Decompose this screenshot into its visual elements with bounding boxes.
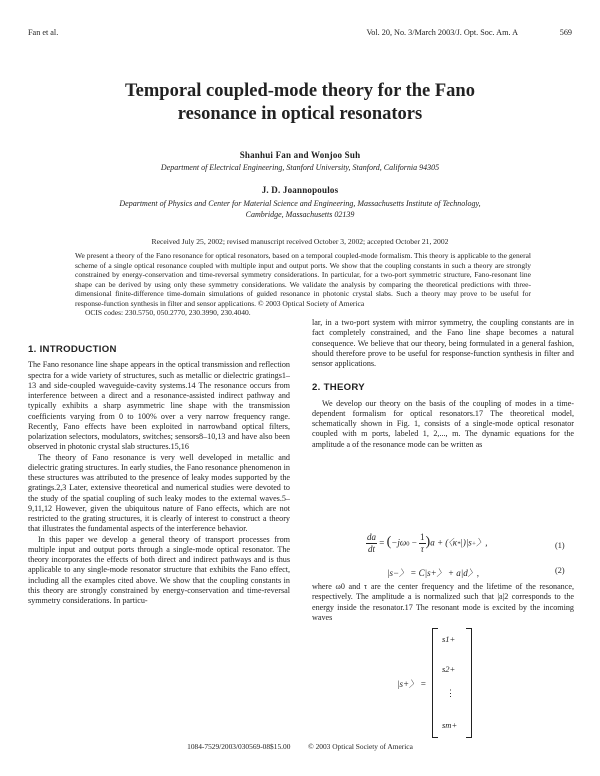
theory-paragraph-2: where ω0 and τ are the center frequency and the lifetime of the resonance, respectively. The amplitude a is normalized such that |a|2 corresponds to the energy inside the resonator.17 The resonant mode is excited by the incoming waves [312, 582, 574, 622]
author-group-2: J. D. Joannopoulos [261, 185, 339, 195]
running-head-journal: Vol. 20, No. 3/March 2003/J. Opt. Soc. Am. A [366, 28, 518, 37]
ocis-codes: OCIS codes: 230.5750, 050.2770, 230.3990, 230.4040. [85, 308, 251, 318]
footer-copyright: © 2003 Optical Society of America [308, 742, 413, 751]
affiliation-2 [40, 198, 560, 220]
theory-paragraph-2-block [312, 582, 574, 623]
equation-2: |s−〉 = C|s+〉 + a|d〉, [387, 568, 479, 578]
intro-paragraph-3: In this paper we develop a general theory of transport processes from multiple input and output ports through a single-mode optical resonator. The theory incorporates the effects of both direct and indirect pathways and is thus applicable to any single-mode resonator structure that exhibits the Fano effect, including all the examples cited above. We show that the coupling constants in this theory are strongly constrained by energy-conservation and time-reversal symmetry considerations. In particu- [28, 534, 290, 605]
abstract-text: We present a theory of the Fano resonance for optical resonators, based on a temporal coupled-mode formalism. This theory is applicable to the general scheme of a single optical resonance coupled with multiple input and output ports. We show that the coupling constants in such a theory are strongly constrained by energy-conservation and time-reversal symmetry considerations. In particular, for a two-port symmetric structure, Fano-resonant line shape can be derived by using only these symmetry considerations. We validate the analysis by comparing the theoretical predictions with three-dimensional finite-difference time-domain simulations of guided resonance in photonic crystal slabs. Such a theory may prove to be useful for response-function synthesis in filter and sensor applications. © 2003 Optical Society of America [75, 251, 531, 308]
section-heading-introduction: 1. INTRODUCTION [28, 344, 117, 355]
section-heading-theory: 2. THEORY [312, 382, 365, 394]
affiliation-2-line-1: Department of Physics and Center for Material Science and Engineering, Massachusetts Institute of Technology, [119, 199, 481, 208]
right-column [312, 318, 574, 450]
affiliation-1: Department of Electrical Engineering, Stanford University, Stanford, California 94305 [160, 163, 440, 172]
affiliation-2-line-2: Cambridge, Massachusetts 02139 [245, 210, 355, 219]
theory-paragraph-1: We develop our theory on the basis of the coupling of modes in a time-dependent formalism for optical resonators.17 The theoretical model, schematically shown in Fig. 1, consists of a single-mode optical resonator coupled with m ports, labeled 1, 2,..., m. The dynamic equations for the amplitude a of the resonance mode can be written as [312, 398, 574, 449]
vector-entry-m: sm+ [442, 720, 458, 730]
vector-ellipsis: ⋮ [446, 688, 455, 698]
author-group-1: Shanhui Fan and Wonjoo Suh [239, 150, 361, 160]
equation-2-number: (2) [555, 566, 565, 575]
title-line-2: resonance in optical resonators [177, 104, 423, 124]
title-line-1: Temporal coupled-mode theory for the Fano [125, 81, 475, 101]
footer-code: 1084-7529/2003/030569-08$15.00 [187, 742, 291, 751]
intro-paragraph-1: The Fano resonance line shape appears in the optical transmission and reflection spectra for a wide variety of structures, such as metallic or dielectric gratings1–13 and side-coupled waveguide-cavity systems.14 The resonance occurs from interference between a direct and a resonance-assisted indirect pathway and typically exhibits a sharp asymmetric line shape with the transmission coefficients varying from 0 to 100% over a very narrow frequency range. Recently, Fano effects have been exploited in narrowband optical filters, polarization selectors, modulators, switches; sensors8–10,13 and have also been observed in photonic crystal slab structures.15,16 [28, 360, 290, 452]
eq1-decay: $\frac{1}{\tau}$ [420, 532, 425, 554]
intro-paragraph-2: The theory of Fano resonance is very well developed in metallic and dielectric grating structures. In early studies, the Fano resonance phenomenon in these structures was attributed to the presence of leaky modes supported by the gratings.2,3 Later, extensive theoretical and numerical studies were devoted to the study of the spatial coupling of such leaky modes to the external waves.5–9,11,12 However, given the ubiquitous nature of Fano effects, which are not restricted to the grating structures, it is clearly of interest to construct a theory that illustrates the fundamental aspects of the interference behavior. [28, 452, 290, 534]
eq1-derivative: $\frac{da}{dt}$ [367, 532, 376, 554]
vector-entry-1: s1+ [442, 634, 456, 644]
footer [0, 742, 600, 751]
received-dates: Received July 25, 2002; revised manuscript received October 3, 2002; accepted October 21, 2002 [151, 237, 449, 246]
equation-1: $\frac{da}{dt}$ = (−jω0 − $\frac{1}{\tau}$ )a + (〈κ*|)|s+〉, [367, 532, 488, 554]
running-head-authors: Fan et al. [28, 28, 59, 37]
vector-bracket-left [432, 628, 438, 738]
page-number: 569 [559, 28, 572, 37]
paper-title [0, 80, 600, 126]
intro-paragraph-continued: lar, in a two-port system with mirror symmetry, the coupling constants are in fact completely constrained, and the Fano line shape becomes a natural consequence. We believe that our theory, being formulated in a general fashion, should therefore prove to be useful for response-function synthesis in filter and sensor applications. [312, 318, 574, 368]
left-column [28, 345, 290, 606]
vector-entry-2: s2+ [442, 664, 456, 674]
vector-bracket-right [466, 628, 472, 738]
equation-1-number: (1) [555, 541, 565, 550]
abstract [75, 251, 531, 318]
incoming-wave-vector [432, 628, 472, 738]
equation-3-lhs: |s+〉 = [397, 679, 427, 689]
